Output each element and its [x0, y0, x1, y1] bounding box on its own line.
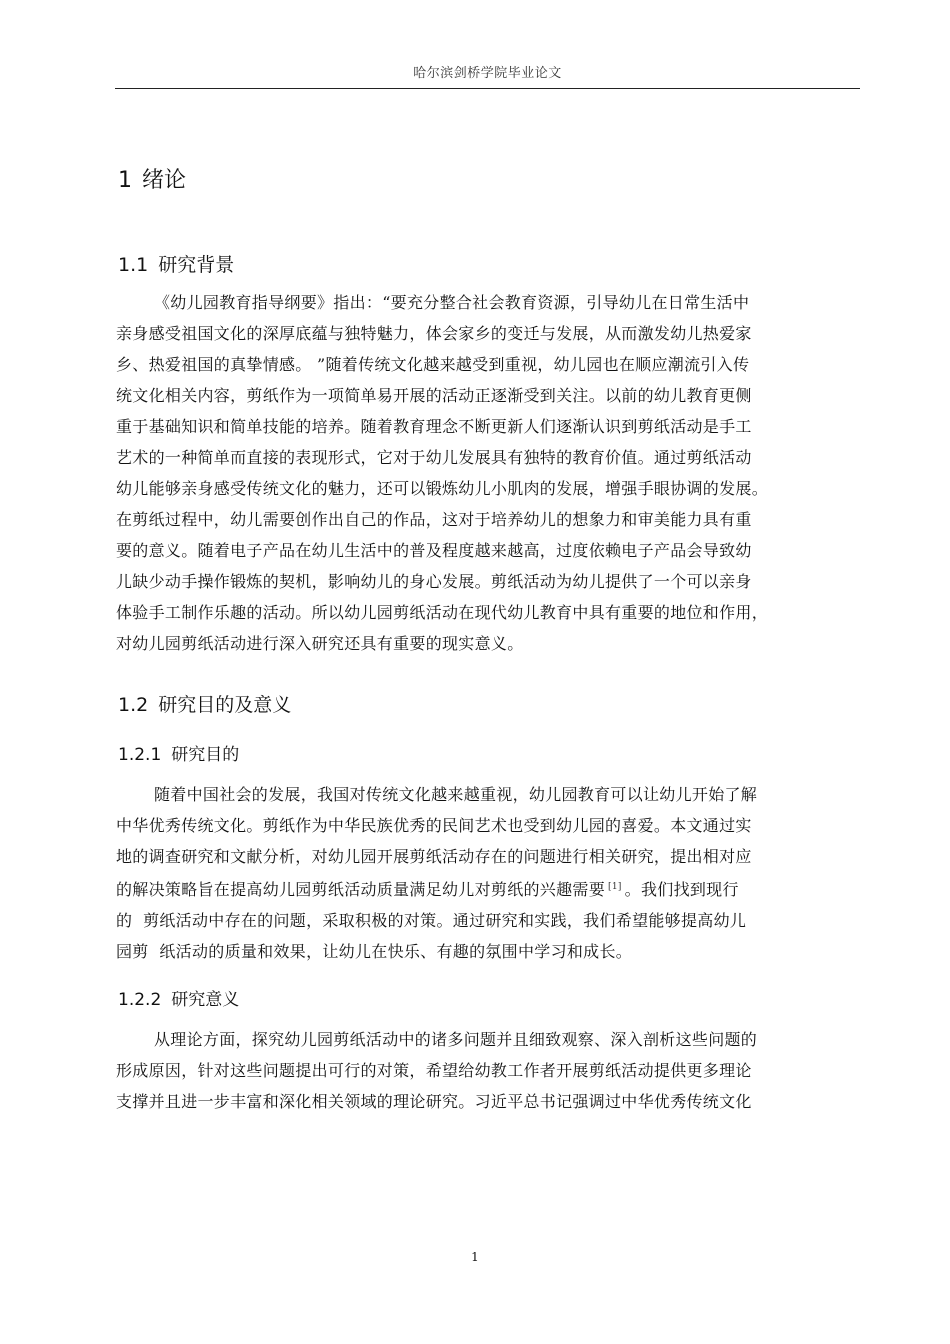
- paragraph-research-purpose: [116, 779, 864, 967]
- subsection-number: 1.2.2: [118, 990, 162, 1010]
- text-line: 要的意义。随着电子产品在幼儿生活中的普及程度越来越高，过度依赖电子产品会导致幼: [116, 541, 752, 560]
- text-line: [116, 872, 864, 905]
- text-line: 形成原因，针对这些问题提出可行的对策，希望给幼教工作者开展剪纸活动提供更多理论: [116, 1061, 752, 1080]
- text-line: 从理论方面，探究幼儿园剪纸活动中的诸多问题并且细致观察、深入剖析这些问题的: [154, 1030, 758, 1049]
- chapter-heading: [118, 163, 186, 194]
- text-line: 园剪 纸活动的质量和效果，让幼儿在快乐、有趣的氛围中学习和成长。: [116, 942, 633, 961]
- text-line: 中华优秀传统文化。剪纸作为中华民族优秀的民间艺术也受到幼儿园的喜爱。本文通过实: [116, 816, 752, 835]
- section-heading-1-1: [118, 250, 234, 277]
- subsection-title: 研究目的: [171, 745, 240, 765]
- text-line: 支撑并且进一步丰富和深化相关领域的理论研究。习近平总书记强调过中华优秀传统文化: [116, 1092, 752, 1111]
- paragraph-research-background: [116, 287, 864, 659]
- text-line: 《幼儿园教育指导纲要》指出：“要充分整合社会教育资源，引导幼儿在日常生活中: [154, 293, 750, 312]
- page-header: 哈尔滨剑桥学院毕业论文: [413, 66, 562, 81]
- text-line: 随着中国社会的发展，我国对传统文化越来越重视，幼儿园教育可以让幼儿开始了解: [154, 785, 758, 804]
- text-line: 重于基础知识和简单技能的培养。随着教育理念不断更新人们逐渐认识到剪纸活动是手工: [116, 417, 752, 436]
- text-line: 在剪纸过程中，幼儿需要创作出自己的作品，这对于培养幼儿的想象力和审美能力具有重: [116, 510, 752, 529]
- subsection-heading-1-2-1: [118, 740, 239, 765]
- text-segment: 的解决策略旨在提高幼儿园剪纸活动质量满足幼儿对剪纸的兴趣需要: [116, 880, 606, 899]
- text-line: 艺术的一种简单而直接的表现形式，它对于幼儿发展具有独特的教育价值。通过剪纸活动: [116, 448, 752, 467]
- text-line: 幼儿能够亲身感受传统文化的魅力，还可以锻炼幼儿小肌肉的发展，增强手眼协调的发展。: [116, 479, 769, 498]
- subsection-title: 研究意义: [171, 990, 240, 1010]
- header-rule: [115, 88, 860, 89]
- text-line: 的 剪纸活动中存在的问题，采取积极的对策。通过研究和实践，我们希望能够提高幼儿: [116, 911, 747, 930]
- text-line: 乡、热爱祖国的真挚情感。 ”随着传统文化越来越受到重视，幼儿园也在顺应潮流引入传: [116, 355, 750, 374]
- subsection-heading-1-2-2: [118, 985, 239, 1010]
- text-line: 地的调查研究和文献分析，对幼儿园开展剪纸活动存在的问题进行相关研究，提出相对应: [116, 847, 752, 866]
- chapter-title: 绪论: [142, 168, 187, 193]
- text-line: 儿缺少动手操作锻炼的契机，影响幼儿的身心发展。剪纸活动为幼儿提供了一个可以亲身: [116, 572, 752, 591]
- page-number: 1: [471, 1250, 479, 1264]
- section-heading-1-2: [118, 690, 291, 717]
- section-title: 研究背景: [158, 254, 235, 276]
- text-line: 统文化相关内容，剪纸作为一项简单易开展的活动正逐渐受到关注。以前的幼儿教育更侧: [116, 386, 752, 405]
- section-number: 1.2: [118, 694, 149, 716]
- section-title: 研究目的及意义: [158, 694, 292, 716]
- chapter-number: 1: [118, 168, 132, 193]
- subsection-number: 1.2.1: [118, 745, 162, 765]
- section-number: 1.1: [118, 254, 149, 276]
- text-segment: 。我们找到现行: [624, 880, 739, 899]
- citation-reference: [1]: [608, 882, 622, 892]
- text-line: 体验手工制作乐趣的活动。所以幼儿园剪纸活动在现代幼儿教育中具有重要的地位和作用，: [116, 603, 769, 622]
- text-line: 亲身感受祖国文化的深厚底蕴与独特魅力，体会家乡的变迁与发展，从而激发幼儿热爱家: [116, 324, 752, 343]
- text-line: 对幼儿园剪纸活动进行深入研究还具有重要的现实意义。: [116, 634, 524, 653]
- paragraph-research-significance: [116, 1024, 864, 1117]
